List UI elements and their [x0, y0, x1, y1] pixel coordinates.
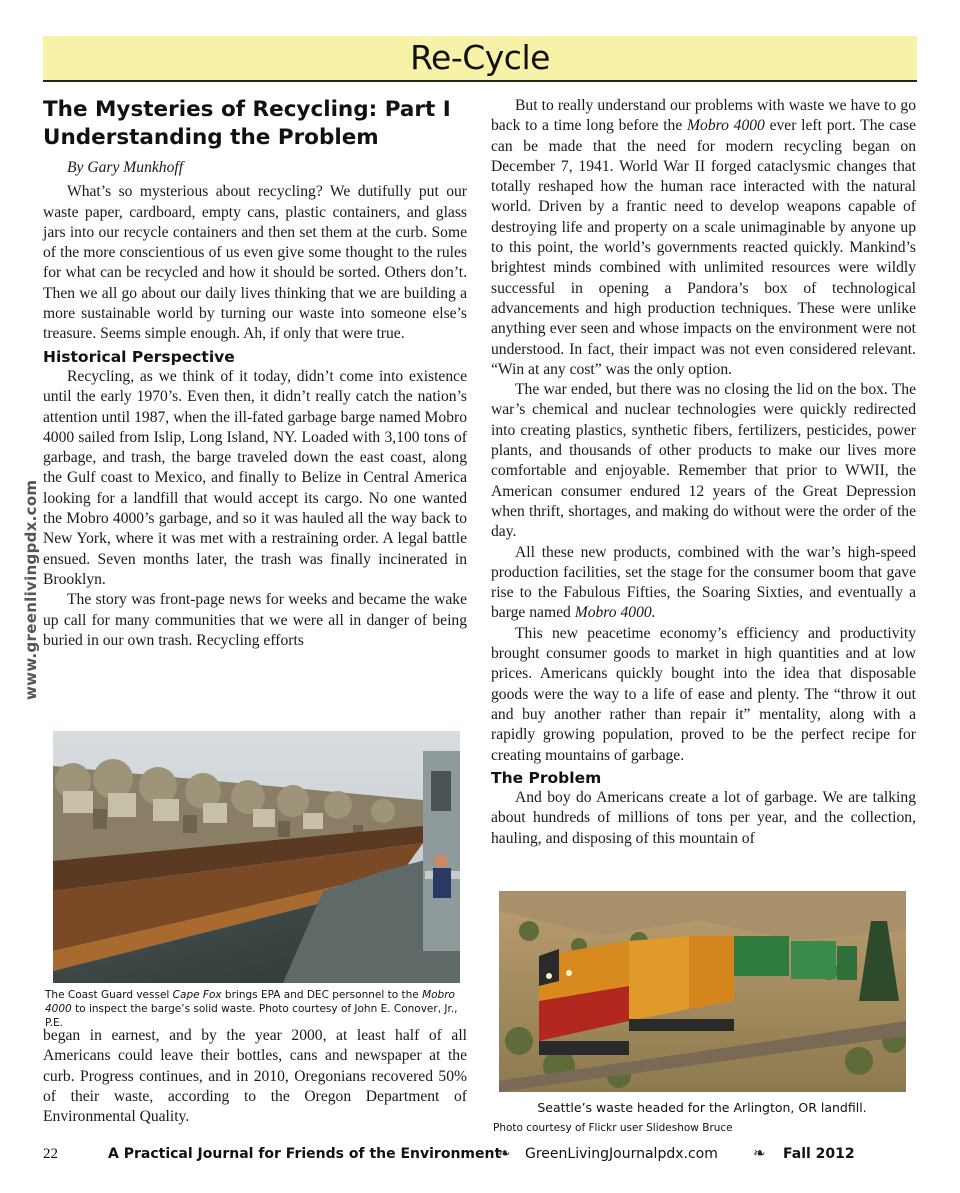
- paragraph-intro: What’s so mysterious about recycling? We dutifully put our waste paper, cardboard, empty cans, plastic containers, and glass jars into our recycle containers and then set them at the curb. Some of the more conscientious of us even give some thought to the rules for what can be recycled and how it should be sorted. Others don’t. Then we all go about our daily lives thinking that we are building a more sustainable world by turning our waste into someone else’s treasure. Seems simple enough. Ah, if only that were true.: [43, 183, 467, 343]
- left-column-bottom: [43, 1026, 467, 1127]
- paragraph-continued: began in earnest, and by the year 2000, at least half of all Americans could leave their bottles, cans and newspaper at the curb. Progress continues, and in 2010, Oregonians recovered 50% of their waste, according to the Oregon Department of Environmental Quality.: [43, 1027, 467, 1126]
- footer-website: GreenLivingJournalpdx.com: [525, 1146, 718, 1162]
- photo2-credit: Photo courtesy of Flickr user Slideshow Bruce: [493, 1122, 733, 1134]
- caption-text: brings EPA and DEC personnel to the: [221, 989, 423, 1001]
- paragraph-war-ended: The war ended, but there was no closing the lid on the box. The war’s chemical and nuclear technologies were quickly redirected into creating plastics, synthetic fibers, fertilizers, pesticides, power plants, and thousands of other products to make our lives more comfortable and enjoyable. Remember that prior to WWII, the American consumer endured 12 years of the Great Depression when thrift, shortages, and making do without were the order of the day.: [491, 381, 916, 541]
- text-run: But to really understand our problems with waste we have to go back to a time long before the: [491, 97, 916, 135]
- subhead-problem: The Problem: [491, 768, 602, 787]
- caption-barge-name: Mobro 4000: [45, 989, 455, 1015]
- section-title: Re-Cycle: [410, 38, 550, 77]
- text-run: ever left port. The case can be made that the need for modern recycling began on December 7, 1941. World War II forged cataclysmic changes that totally reshaped how the human race interacted with the natural world. Driven by a frantic need to develop weapons capable of destroying life and property on a scale unimaginable by anyone up to this point, the world’s governments reacted quickly. Mankind’s brightest minds combined with unlimited resources were wildly successful in opening a Pandora’s box of technological advancements and high production techniques. These were unlike anything ever seen and whose impacts on the environment were not understood. In fact, their impact was not even considered relevant. “Win at any cost” was the only option.: [491, 117, 916, 378]
- journal-tagline: A Practical Journal for Friends of the Environment: [108, 1146, 502, 1162]
- paragraph-problem: And boy do Americans create a lot of garbage. We are talking about hundreds of millions of tons per year, and the collection, hauling, and disposing of this mountain of: [491, 789, 916, 847]
- paragraph-story: The story was front-page news for weeks and became the wake up call for many communities that we were all in danger of being buried in our own trash. Recycling efforts: [43, 591, 467, 649]
- left-column: [43, 96, 467, 651]
- section-banner: [43, 36, 917, 82]
- barge-name: Mobro 4000.: [574, 604, 656, 622]
- issue-season: Fall 2012: [783, 1146, 855, 1162]
- page-number: 22: [43, 1146, 58, 1162]
- caption-text: to inspect the barge’s solid waste. Photo courtesy of John E. Conover, Jr., P.E.: [45, 1003, 458, 1029]
- article-byline: By Gary Munkhoff: [67, 159, 184, 176]
- page-footer: [43, 1144, 917, 1168]
- barge-name: Mobro 4000: [687, 117, 765, 135]
- side-url: www.greenlivingpdx.com: [22, 479, 40, 700]
- caption-vessel-name: Cape Fox: [172, 989, 222, 1001]
- ornament-icon: ❧: [498, 1144, 511, 1162]
- paragraph-wwii: [491, 96, 916, 380]
- right-column: [491, 96, 916, 849]
- article-headline: The Mysteries of Recycling: Part I Understanding the Problem: [43, 97, 451, 150]
- text-run: All these new products, combined with the war’s high-speed production facilities, set the stage for the consumer boom that gave rise to the Fabulous Fifties, the Soaring Sixties, and eventually a barge named: [491, 543, 916, 622]
- caption-text: The Coast Guard vessel: [45, 989, 173, 1001]
- paragraph-economy: This new peacetime economy’s efficiency and productivity brought consumer goods to market in high quantities and at low prices. Americans quickly bought into the idea that disposable goods were the way to a life of ease and plenty. The “throw it out and buy another rather than repair it” mentality, along with a rapidly growing population, proved to be the perfect recipe for creating mountains of garbage.: [491, 624, 916, 764]
- paragraph-new-products: [491, 543, 916, 624]
- photo2-caption: Seattle’s waste headed for the Arlington, OR landfill.: [537, 1100, 867, 1115]
- train-photo: [499, 891, 906, 1092]
- paragraph-history: Recycling, as we think of it today, didn’t come into existence until the early 1970’s. Even then, it didn’t really catch the nation’s attention until 1987, when the ill-fated garbage barge named Mobro 4000 sailed from Islip, Long Island, NY. Loaded with 3,100 tons of garbage, and trash, the barge traveled down the east coast, along the Gulf coast to Mexico, and finally to Belize in Central America looking for a landfill that would accept its cargo. No one wanted the Mobro 4000’s garbage, and so it was hauled all the way back to New York, where it was met with a restraining order. A legal battle ensued. Seven months later, the trash was finally incinerated in Brooklyn.: [43, 367, 467, 588]
- subhead-historical: Historical Perspective: [43, 347, 235, 366]
- barge-photo: [53, 731, 460, 983]
- ornament-icon: ❧: [753, 1144, 766, 1162]
- photo1-caption: [45, 988, 465, 1030]
